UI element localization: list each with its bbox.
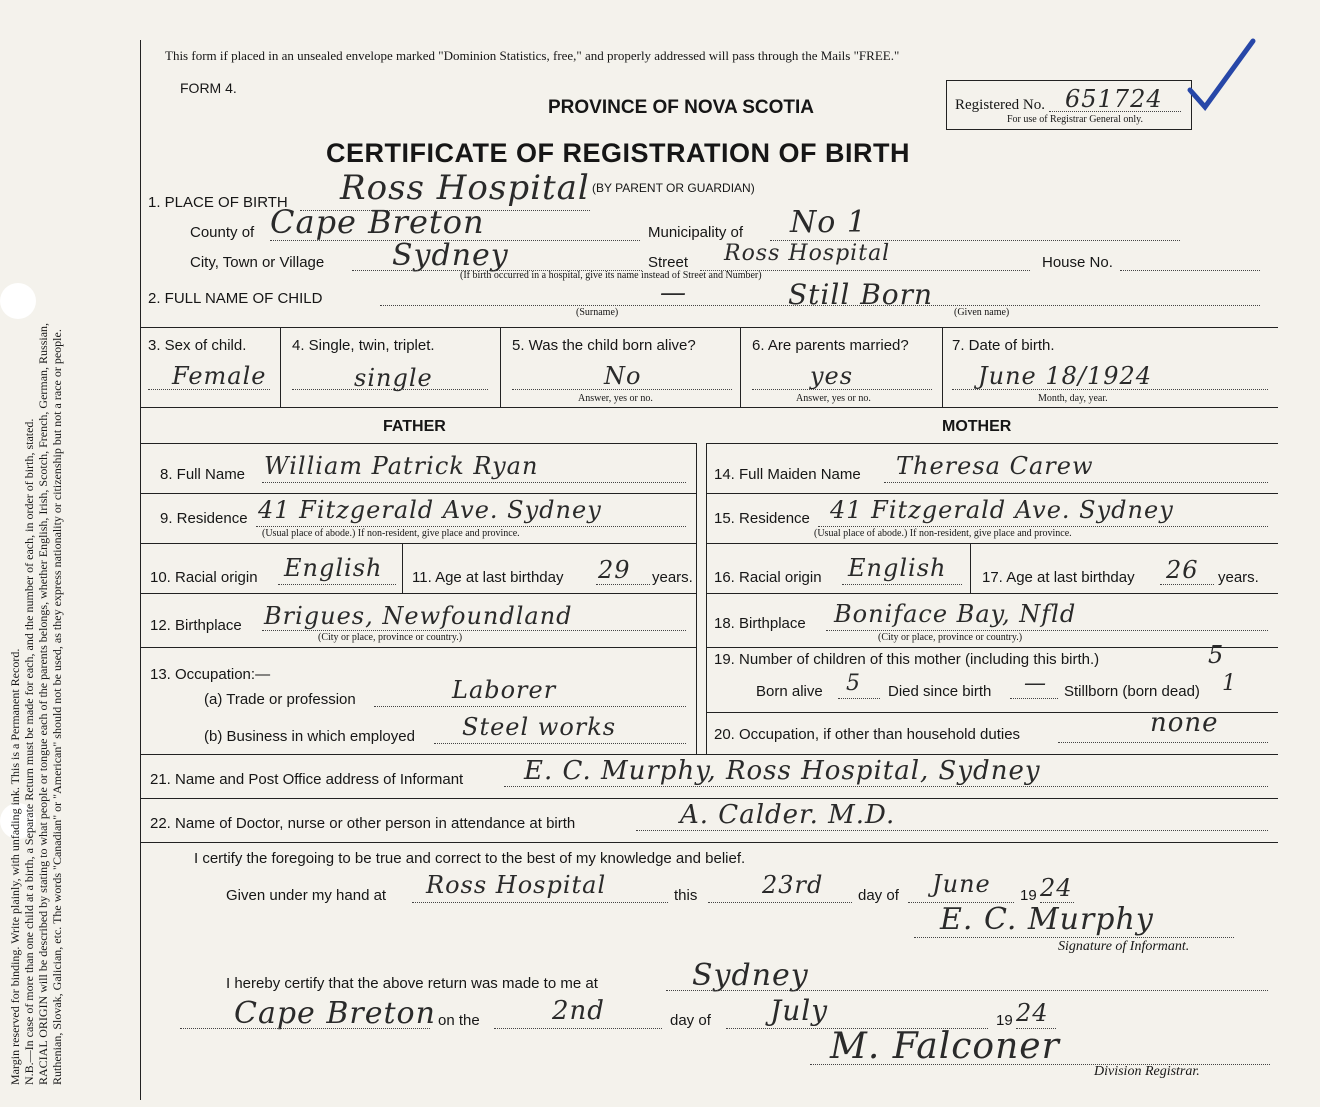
date-of-birth-value: June 18/1924 — [978, 362, 1153, 390]
father-name-value: William Patrick Ryan — [264, 452, 539, 480]
margin-line-1: Margin reserved for binding. Write plainly, with unfading ink. This is a Permanent Record. — [8, 648, 22, 1085]
father-occupation-label: 13. Occupation:— — [150, 666, 271, 683]
children-count-label: 19. Number of children of this mother (including this birth.) — [714, 651, 1100, 668]
division-registrar-caption: Division Registrar. — [1094, 1064, 1200, 1079]
child-name-label: 2. FULL NAME OF CHILD — [148, 290, 323, 307]
registered-number: 651724 — [1065, 85, 1163, 113]
given-month-value: June — [932, 870, 991, 898]
born-alive-label: 5. Was the child born alive? — [512, 337, 696, 354]
father-trade-value: Laborer — [452, 676, 557, 704]
certificate-title: CERTIFICATE OF REGISTRATION OF BIRTH — [326, 138, 910, 168]
certification-statement: I certify the foregoing to be true and correct to the best of my knowledge and belief. — [194, 850, 746, 867]
parents-married-label: 6. Are parents married? — [752, 337, 909, 354]
registrar-place-value: Sydney — [692, 958, 809, 993]
registrar-year-value: 24 — [1016, 999, 1049, 1027]
registrar-signature: M. Falconer — [830, 1026, 1060, 1067]
street-label: Street — [648, 254, 689, 271]
born-alive-count-value: 5 — [846, 671, 861, 696]
place-of-birth-value: Ross Hospital — [340, 168, 590, 208]
city-label: City, Town or Village — [190, 254, 325, 271]
registrar-county-value: Cape Breton — [234, 996, 436, 1031]
mother-birthplace-value: Boniface Bay, Nfld — [834, 600, 1077, 628]
given-day-value: 23rd — [762, 871, 824, 899]
margin-instructions — [8, 35, 64, 1085]
registered-label: Registered No. — [955, 97, 1045, 113]
checkmark-icon — [1185, 35, 1260, 115]
registration-box — [946, 80, 1192, 130]
mother-racial-origin-label: 16. Racial origin — [714, 569, 822, 586]
doctor-value: A. Calder. M.D. — [680, 800, 896, 830]
father-birthplace-label: 12. Birthplace — [150, 617, 242, 634]
house-number-label: House No. — [1042, 254, 1113, 271]
born-alive-caption: Answer, yes or no. — [578, 393, 653, 404]
registrar-month-value: July — [770, 994, 829, 1027]
informant-label: 21. Name and Post Office address of Informant — [150, 771, 464, 788]
died-since-birth-value: — — [1024, 671, 1047, 696]
date-of-birth-label: 7. Date of birth. — [952, 337, 1055, 354]
mother-name-label: 14. Full Maiden Name — [714, 466, 861, 483]
place-of-birth-label: 1. PLACE OF BIRTH — [148, 194, 288, 211]
street-note: (If birth occurred in a hospital, give its name instead of Street and Number) — [460, 270, 762, 281]
registrar-on-label: on the — [438, 1012, 480, 1029]
father-birthplace-value: Brigues, Newfoundland — [264, 602, 573, 630]
child-given-name-value: Still Born — [788, 278, 934, 311]
died-since-birth-label: Died since birth — [888, 683, 992, 700]
father-racial-origin-label: 10. Racial origin — [150, 569, 258, 586]
mother-age-label: 17. Age at last birthday — [982, 569, 1135, 586]
stillborn-value: 1 — [1222, 671, 1237, 696]
mail-notice: This form if placed in an unsealed envelope marked "Dominion Statistics, free," and properly addressed will pass through the Mails "FREE." — [165, 48, 900, 63]
this-label: this — [674, 887, 698, 904]
street-value: Ross Hospital — [724, 241, 891, 266]
margin-line-4: Ruthenian, Slovak, Galician, etc. The words "Canadian" or "American" should not be used, as they express nationality or citizenship but not a race or people. — [50, 329, 64, 1085]
doctor-label: 22. Name of Doctor, nurse or other person in attendance at birth — [150, 815, 576, 832]
father-trade-label: (a) Trade or profession — [204, 691, 356, 708]
registrar-statement: I hereby certify that the above return was made to me at — [226, 975, 598, 992]
mother-name-value: Theresa Carew — [896, 452, 1094, 480]
given-year-value: 24 — [1040, 874, 1073, 902]
mother-residence-label: 15. Residence — [714, 510, 810, 527]
surname-caption: (Surname) — [576, 307, 619, 318]
mother-residence-value: 41 Fitzgerald Ave. Sydney — [830, 496, 1174, 524]
born-alive-value: No — [604, 362, 642, 390]
given-day-of-label: day of — [858, 887, 899, 904]
stillborn-label: Stillborn (born dead) — [1064, 683, 1200, 700]
father-birthplace-caption: (City or place, province or country.) — [318, 632, 463, 643]
sex-value: Female — [172, 362, 267, 390]
by-parent-subtitle: (BY PARENT OR GUARDIAN) — [592, 181, 755, 195]
mother-occupation-value: none — [1150, 708, 1219, 738]
informant-signature-caption: Signature of Informant. — [1058, 939, 1190, 954]
father-racial-origin-value: English — [284, 554, 383, 582]
mother-occupation-label: 20. Occupation, if other than household duties — [714, 726, 1021, 743]
plurality-value: single — [354, 364, 433, 392]
county-label: County of — [190, 224, 255, 241]
parents-married-value: yes — [810, 362, 854, 390]
father-age-years-label: years. — [652, 569, 693, 586]
registrar-year-prefix: 19 — [996, 1012, 1013, 1029]
given-name-caption: (Given name) — [954, 307, 1010, 318]
mother-age-value: 26 — [1166, 556, 1199, 584]
children-count-value: 5 — [1208, 641, 1225, 669]
province-heading: PROVINCE OF NOVA SCOTIA — [548, 97, 815, 118]
given-year-prefix: 19 — [1020, 887, 1037, 904]
mother-age-years-label: years. — [1218, 569, 1259, 586]
mother-heading: MOTHER — [942, 418, 1012, 435]
city-value: Sydney — [392, 238, 509, 273]
born-alive-count-label: Born alive — [756, 683, 823, 700]
informant-signature: E. C. Murphy — [940, 902, 1154, 937]
parents-married-caption: Answer, yes or no. — [796, 393, 871, 404]
father-age-value: 29 — [598, 556, 631, 584]
mother-racial-origin-value: English — [848, 554, 947, 582]
municipality-label: Municipality of — [648, 224, 744, 241]
child-surname-value: — — [660, 278, 687, 308]
mother-birthplace-label: 18. Birthplace — [714, 615, 806, 632]
plurality-label: 4. Single, twin, triplet. — [292, 337, 435, 354]
mother-residence-caption: (Usual place of abode.) If non-resident, give place and province. — [814, 528, 1072, 539]
registrar-day-value: 2nd — [552, 996, 605, 1026]
father-business-value: Steel works — [462, 713, 617, 741]
father-residence-value: 41 Fitzgerald Ave. Sydney — [258, 496, 602, 524]
father-age-label: 11. Age at last birthday — [412, 569, 564, 586]
given-under-label: Given under my hand at — [226, 887, 387, 904]
county-value: Cape Breton — [270, 203, 485, 241]
father-heading: FATHER — [383, 418, 446, 435]
registrar-day-of-label: day of — [670, 1012, 711, 1029]
registrar-note: For use of Registrar General only. — [1007, 114, 1143, 125]
left-border — [140, 40, 141, 1100]
father-name-label: 8. Full Name — [160, 466, 246, 483]
municipality-value: No 1 — [790, 205, 867, 240]
informant-value: E. C. Murphy, Ross Hospital, Sydney — [524, 756, 1041, 786]
date-of-birth-caption: Month, day, year. — [1038, 393, 1108, 404]
margin-line-3: RACIAL ORIGIN will be described by stating to what people or tongue each of the parents belongs, whether English, Irish, Scotch, French, German, Russian, — [36, 322, 50, 1085]
father-residence-label: 9. Residence — [160, 510, 248, 527]
given-place-value: Ross Hospital — [426, 871, 607, 899]
father-business-label: (b) Business in which employed — [204, 728, 415, 745]
father-residence-caption: (Usual place of abode.) If non-resident, give place and province. — [262, 528, 520, 539]
sex-label: 3. Sex of child. — [148, 337, 247, 354]
mother-birthplace-caption: (City or place, province or country.) — [878, 632, 1023, 643]
margin-line-2: N.B.—In case of more than one child at a birth, a Separate Return must be made for each, and the number of each, in order of birth, stated. — [22, 418, 36, 1085]
form-number: FORM 4. — [180, 80, 237, 96]
